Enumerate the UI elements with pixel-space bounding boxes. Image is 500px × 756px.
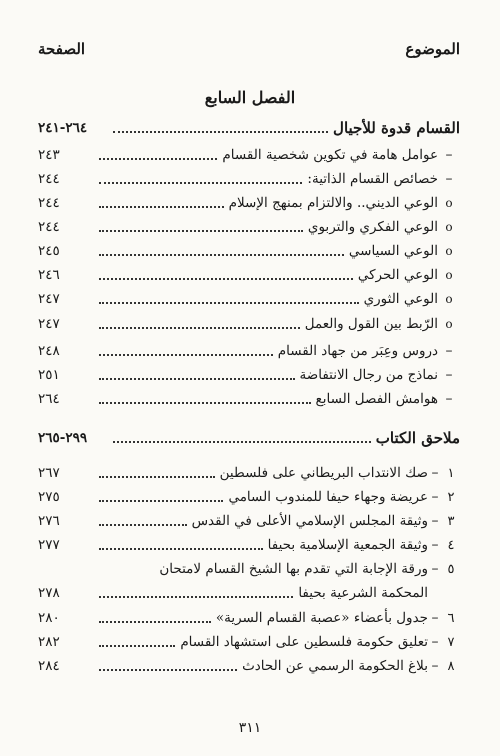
dot-leader bbox=[99, 353, 273, 356]
item-number: ٧ bbox=[447, 634, 455, 650]
item-number: ٢ bbox=[447, 489, 455, 505]
dash-bullet: – bbox=[431, 465, 439, 481]
entry-label: وثيقة الجمعية الإسلامية بحيفا bbox=[267, 537, 428, 553]
toc-entry-row[interactable] bbox=[38, 607, 460, 629]
entry-label: ملاحق الكتاب bbox=[375, 429, 460, 447]
entry-label: الرّبط بين القول والعمل bbox=[304, 316, 438, 332]
item-number: ٨ bbox=[447, 658, 455, 674]
entry-page: ٢٤٣ bbox=[38, 147, 60, 163]
dot-leader bbox=[113, 130, 328, 133]
toc-entry-row[interactable] bbox=[38, 168, 460, 190]
toc-entry-row[interactable] bbox=[38, 534, 460, 556]
toc-entry-row[interactable] bbox=[38, 462, 460, 484]
entry-page: ٢٦٤-٢٤١ bbox=[38, 120, 88, 136]
item-number: ٣ bbox=[447, 513, 455, 529]
item-number: ١ bbox=[447, 465, 455, 481]
dot-leader bbox=[99, 377, 295, 380]
dot-leader bbox=[99, 181, 302, 184]
dash-bullet: – bbox=[431, 658, 439, 674]
entry-label: صك الانتداب البريطاني على فلسطين bbox=[219, 465, 428, 481]
toc-entry-row[interactable] bbox=[38, 144, 460, 166]
entry-page: ٢٦٧ bbox=[38, 465, 60, 481]
dot-leader bbox=[99, 205, 224, 208]
entry-label: خصائص القسام الذاتية: bbox=[307, 171, 438, 187]
toc-entry-row[interactable] bbox=[38, 558, 460, 580]
entry-label: تعليق حكومة فلسطين على استشهاد القسام bbox=[180, 634, 428, 650]
dot-leader bbox=[99, 523, 187, 526]
entry-page: ٢٤٤ bbox=[38, 219, 60, 235]
toc-entry-row[interactable] bbox=[38, 388, 460, 410]
dot-leader bbox=[99, 277, 353, 280]
entry-page: ٢٧٥ bbox=[38, 489, 60, 505]
topic-column-label: الموضوع bbox=[405, 40, 460, 58]
dot-leader bbox=[99, 475, 215, 478]
dot-leader bbox=[113, 440, 371, 443]
toc-entry-row[interactable] bbox=[38, 216, 460, 238]
dot-leader bbox=[99, 644, 175, 647]
entry-page: ٢٤٤ bbox=[38, 171, 60, 187]
entry-label: ورقة الإجابة التي تقدم بها الشيخ القسام لامتحان bbox=[159, 561, 428, 577]
entry-page: ٢٤٨ bbox=[38, 343, 60, 359]
entry-page: ٢٧٨ bbox=[38, 585, 60, 601]
circle-bullet-icon: o bbox=[445, 268, 453, 282]
dash-bullet: – bbox=[445, 171, 453, 187]
dash-bullet: – bbox=[431, 610, 439, 626]
toc-entry-row[interactable] bbox=[38, 264, 460, 286]
entry-label: نماذج من رجال الانتفاضة bbox=[299, 367, 438, 383]
entry-page: ٢٨٤ bbox=[38, 658, 60, 674]
entry-label: عوامل هامة في تكوين شخصية القسام bbox=[222, 147, 438, 163]
dash-bullet: – bbox=[445, 147, 453, 163]
entry-label: الوعي الحركي bbox=[357, 267, 438, 283]
toc-entry-row[interactable] bbox=[38, 655, 460, 677]
entry-page: ٢٤٤ bbox=[38, 195, 60, 211]
entry-page: ٢٨٠ bbox=[38, 610, 60, 626]
entry-page: ٢٦٤ bbox=[38, 391, 60, 407]
toc-entry-row[interactable] bbox=[38, 288, 460, 310]
toc-entry-row[interactable] bbox=[38, 364, 460, 386]
entry-label: القسام قدوة للأجيال bbox=[333, 119, 460, 137]
toc-entry-row[interactable] bbox=[38, 313, 460, 335]
toc-entry-row[interactable] bbox=[38, 240, 460, 262]
toc-entry-row[interactable] bbox=[38, 192, 460, 214]
entry-label: الوعي الثوري bbox=[363, 291, 438, 307]
entry-page: ٢٤٧ bbox=[38, 316, 60, 332]
circle-bullet-icon: o bbox=[445, 196, 453, 210]
entry-page: ٢٨٢ bbox=[38, 634, 60, 650]
toc-entry-row[interactable] bbox=[38, 510, 460, 532]
entry-label: هوامش الفصل السابع bbox=[315, 391, 438, 407]
entry-label: وثيقة المجلس الإسلامي الأعلى في القدس bbox=[191, 513, 428, 529]
page-number: ٣١١ bbox=[238, 720, 262, 736]
dash-bullet: – bbox=[445, 367, 453, 383]
chapter-title: الفصل السابع bbox=[204, 88, 296, 107]
dash-bullet: – bbox=[445, 343, 453, 359]
toc-entry-row-continuation[interactable] bbox=[38, 582, 460, 604]
column-header bbox=[38, 38, 460, 60]
toc-entry-row[interactable] bbox=[38, 340, 460, 362]
entry-page: ٢٧٦ bbox=[38, 513, 60, 529]
dot-leader bbox=[99, 301, 359, 304]
dot-leader bbox=[99, 499, 223, 502]
entry-page: ٢٤٧ bbox=[38, 291, 60, 307]
toc-section-row[interactable] bbox=[38, 117, 460, 139]
toc-entry-row[interactable] bbox=[38, 486, 460, 508]
circle-bullet-icon: o bbox=[445, 220, 453, 234]
entry-page: ٢٥١ bbox=[38, 367, 60, 383]
item-number: ٥ bbox=[447, 561, 455, 577]
entry-label: بلاغ الحكومة الرسمي عن الحادث bbox=[242, 658, 428, 674]
entry-label: الوعي الفكري والتربوي bbox=[307, 219, 438, 235]
dash-bullet: – bbox=[431, 537, 439, 553]
dot-leader bbox=[99, 620, 211, 623]
dash-bullet: – bbox=[445, 391, 453, 407]
dot-leader bbox=[99, 547, 263, 550]
entry-label: عريضة وجهاء حيفا للمندوب السامي bbox=[228, 489, 428, 505]
dash-bullet: – bbox=[431, 634, 439, 650]
entry-label: الوعي الديني.. والالتزام بمنهج الإسلام bbox=[228, 195, 438, 211]
dot-leader bbox=[99, 229, 303, 232]
circle-bullet-icon: o bbox=[445, 317, 453, 331]
dot-leader bbox=[99, 157, 217, 160]
entry-label: جدول بأعضاء «عصبة القسام السرية» bbox=[215, 610, 428, 626]
entry-page: ٢٤٥ bbox=[38, 243, 60, 259]
dash-bullet: – bbox=[431, 513, 439, 529]
toc-section-row[interactable] bbox=[38, 427, 460, 449]
entry-page: ٢٩٩-٢٦٥ bbox=[38, 430, 88, 446]
dot-leader bbox=[99, 401, 311, 404]
dash-bullet: – bbox=[431, 489, 439, 505]
entry-page: ٢٤٦ bbox=[38, 267, 60, 283]
entry-label: الوعي السياسي bbox=[348, 243, 438, 259]
dot-leader bbox=[99, 668, 237, 671]
entry-label: دروس وعِبَر من جهاد القسام bbox=[277, 343, 438, 359]
dot-leader bbox=[99, 326, 300, 329]
circle-bullet-icon: o bbox=[445, 244, 453, 258]
page-column-label: الصفحة bbox=[38, 40, 86, 58]
dot-leader bbox=[99, 595, 293, 598]
dash-bullet: – bbox=[431, 561, 439, 577]
dot-leader bbox=[99, 253, 344, 256]
circle-bullet-icon: o bbox=[445, 292, 453, 306]
toc-entry-row[interactable] bbox=[38, 631, 460, 653]
entry-page: ٢٧٧ bbox=[38, 537, 60, 553]
entry-label: المحكمة الشرعية بحيفا bbox=[298, 585, 428, 601]
item-number: ٤ bbox=[447, 537, 455, 553]
item-number: ٦ bbox=[447, 610, 455, 626]
